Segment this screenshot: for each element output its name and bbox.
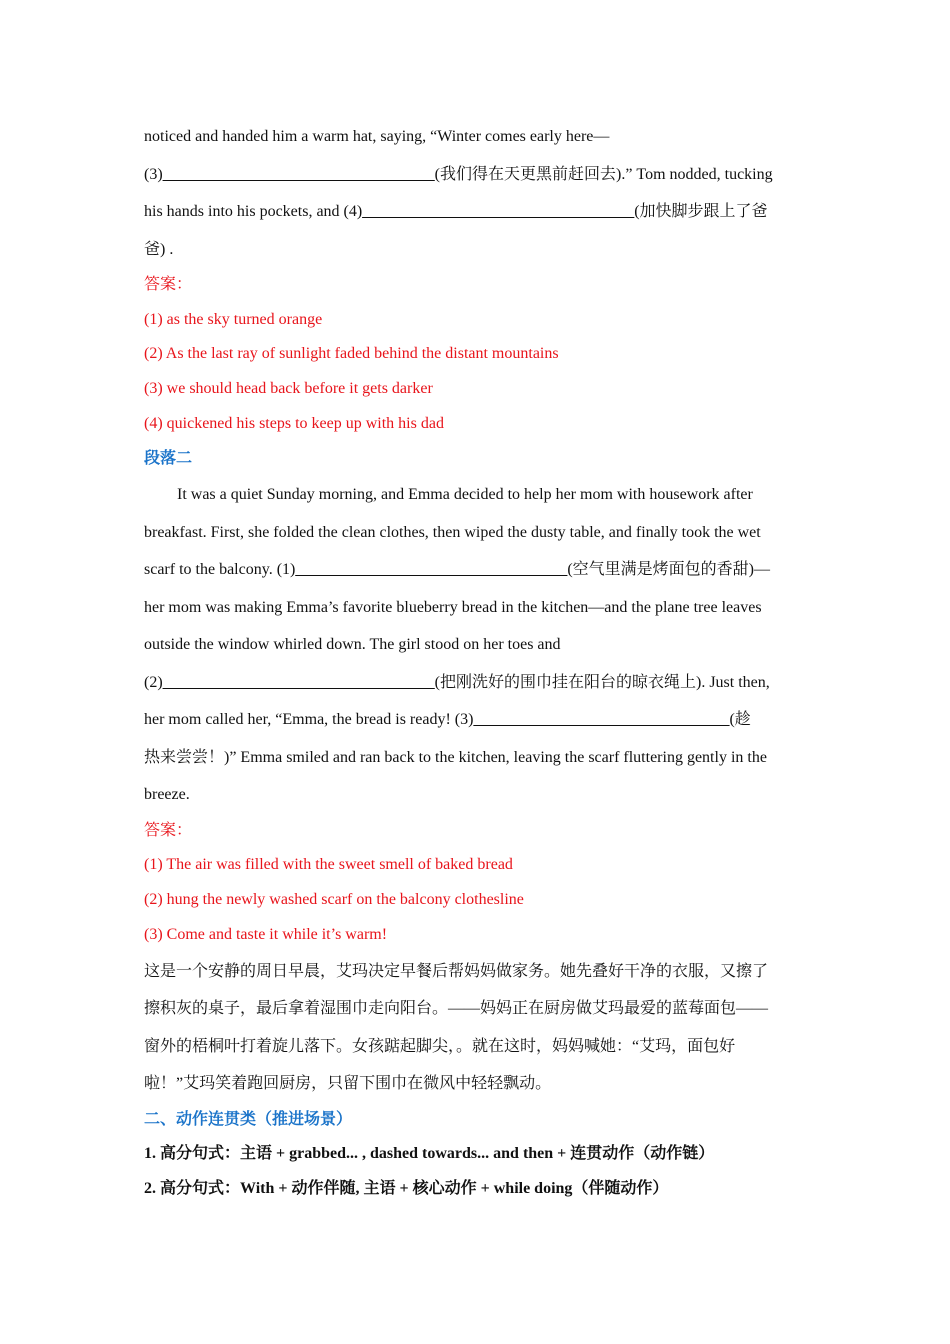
passage1-line	[144, 193, 806, 231]
passage2-line	[144, 739, 806, 777]
passage1-text: his hands into his pockets, and (4)	[144, 203, 363, 220]
answer-blank-3: __________________________________	[162, 165, 435, 183]
document-content	[144, 118, 806, 1207]
passage2-text: outside the window whirled down. The girl stood on her toes and	[144, 636, 561, 654]
passage2-line	[144, 664, 806, 702]
passage2-line	[144, 551, 806, 589]
answer-blank-4: __________________________________	[362, 203, 635, 220]
answer-blank-1: __________________________________	[295, 561, 568, 579]
translation-line: 啦！”艾玛笑着跑回厨房，只留下围巾在微风中轻轻飘动。	[144, 1075, 552, 1093]
passage2-line	[144, 701, 806, 739]
answer-label: 答案：	[144, 276, 193, 293]
translation-line: 窗外的梧桐叶打着旋儿落下。女孩踮起脚尖，。就在这时，妈妈喊她：“艾玛，面包好	[144, 1037, 736, 1055]
passage2-line	[144, 626, 806, 664]
translation-line: 这是一个安静的周日早晨，艾玛决定早餐后帮妈妈做家务。她先叠好干净的衣服，又擦了	[144, 962, 769, 980]
passage2-hint-1: (空气里满是烤面包的香甜)—	[567, 561, 771, 579]
passage2-line	[144, 476, 806, 514]
passage2-text: It was a quiet Sunday morning, and Emma decided to help her mom with housework after	[177, 486, 753, 504]
sentence-pattern-item: 2. 高分句式：With + 动作伴随, 主语 + 核心动作 + while doing（伴随动作）	[144, 1179, 669, 1197]
answer-item: (3) we should head back before it gets darker	[144, 380, 433, 398]
section-heading: 二、动作连贯类（推进场景）	[144, 1110, 353, 1128]
answer-item: (2) hung the newly washed scarf on the balcony clothesline	[144, 891, 524, 909]
passage2-hint-2: (把刚洗好的围巾挂在阳台的晾衣绳上). Just then,	[434, 673, 770, 691]
passage1-line	[144, 156, 806, 194]
passage2-line	[144, 589, 806, 627]
answer-item: (1) The air was filled with the sweet smell of baked bread	[144, 856, 513, 874]
answer-item: (1) as the sky turned orange	[144, 310, 323, 328]
answer-item: (4) quickened his steps to keep up with his dad	[144, 414, 444, 432]
translation-line: 擦积灰的桌子，最后拿着湿围巾走向阳台。——妈妈正在厨房做艾玛最爱的蓝莓面包——	[144, 1000, 769, 1018]
passage1-line	[144, 231, 806, 269]
passage2-text: scarf to the balcony. (1)	[144, 561, 296, 579]
blank-number-2: (2)	[144, 673, 163, 691]
passage2-hint-3: (趁	[729, 711, 751, 729]
blank-number-3: (3)	[144, 165, 163, 183]
section-heading: 段落二	[144, 449, 193, 467]
passage2-text: 热来尝尝！)” Emma smiled and ran back to the kitchen, leaving the scarf fluttering gently in the	[144, 748, 767, 766]
passage2-text: her mom called her, “Emma, the bread is ready! (3)	[144, 711, 474, 729]
answer-item: (3) Come and taste it while it’s warm!	[144, 925, 388, 943]
passage1-hint-3: (我们得在天更黑前赶回去).” Tom nodded, tucking	[434, 165, 773, 183]
passage2-text: breeze.	[144, 786, 190, 804]
passage1-hint-4-end: 爸) .	[144, 240, 174, 258]
sentence-pattern-item: 1. 高分句式：主语 + grabbed... , dashed towards... and then + 连贯动作（动作链）	[144, 1145, 715, 1163]
passage2-text: her mom was making Emma’s favorite blueberry bread in the kitchen—and the plane tree leaves	[144, 598, 762, 616]
passage2-line	[144, 514, 806, 552]
answer-blank-3: ________________________________	[473, 711, 730, 729]
passage1-line	[144, 118, 806, 156]
answer-label: 答案：	[144, 821, 193, 839]
passage1-hint-4: (加快脚步跟上了爸	[634, 203, 768, 220]
passage2-text: breakfast. First, she folded the clean clothes, then wiped the dusty table, and finally took the wet	[144, 523, 761, 541]
answer-item: (2) As the last ray of sunlight faded behind the distant mountains	[144, 345, 559, 363]
answer-blank-2: __________________________________	[162, 673, 435, 691]
passage1-text: noticed and handed him a warm hat, saying, “Winter comes early here—	[144, 128, 610, 145]
passage2-line	[144, 776, 806, 814]
